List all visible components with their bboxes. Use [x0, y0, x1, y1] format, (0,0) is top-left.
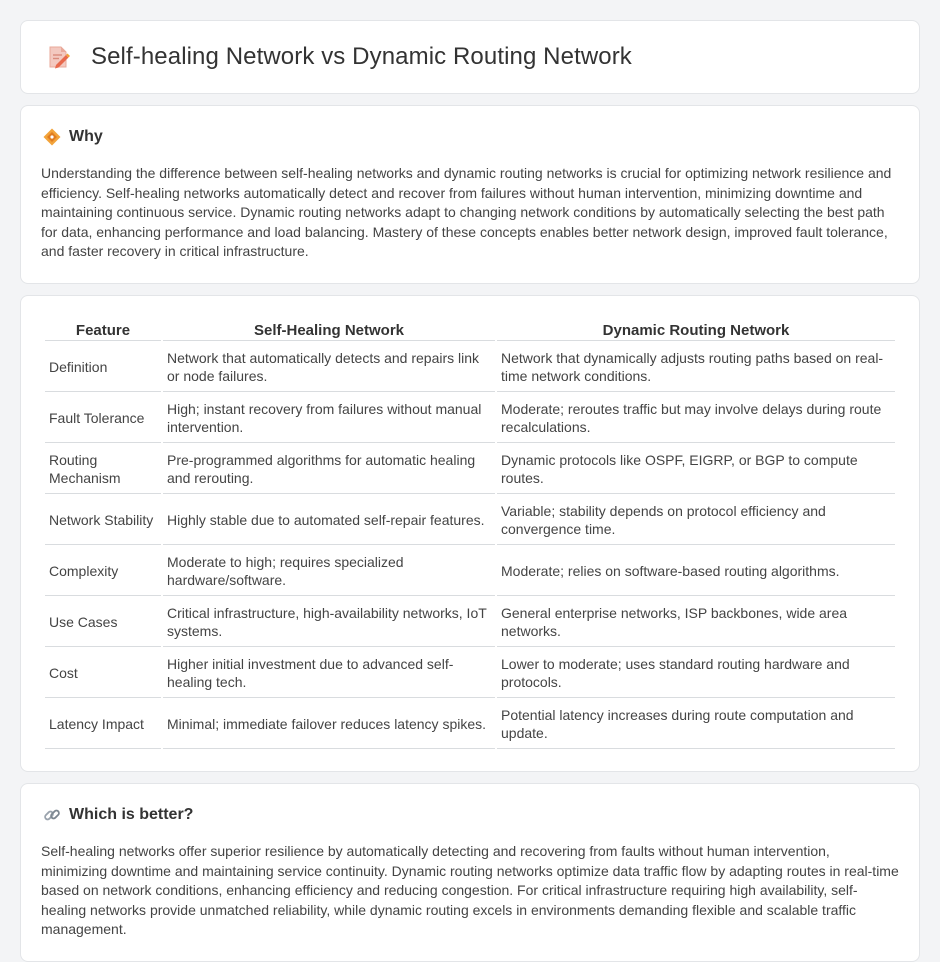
better-heading	[43, 806, 899, 824]
table-header-row	[45, 320, 895, 341]
row-feature: Latency Impact	[45, 700, 161, 749]
row-self-healing: Critical infrastructure, high-availability networks, IoT systems.	[163, 598, 495, 647]
header-feature: Feature	[45, 320, 161, 341]
row-dynamic-routing: Variable; stability depends on protocol efficiency and convergence time.	[497, 496, 895, 545]
table-row	[45, 445, 895, 494]
row-feature: Network Stability	[45, 496, 161, 545]
diamond-sign-icon	[43, 128, 61, 146]
table-row	[45, 343, 895, 392]
which-is-better-section	[20, 783, 920, 962]
title-card	[20, 20, 920, 94]
table-row	[45, 547, 895, 596]
row-dynamic-routing: General enterprise networks, ISP backbones, wide area networks.	[497, 598, 895, 647]
table-row	[45, 496, 895, 545]
row-self-healing: Minimal; immediate failover reduces latency spikes.	[163, 700, 495, 749]
table-row	[45, 700, 895, 749]
row-dynamic-routing: Potential latency increases during route computation and update.	[497, 700, 895, 749]
row-feature: Complexity	[45, 547, 161, 596]
comparison-table	[43, 318, 897, 751]
page-title: Self-healing Network vs Dynamic Routing Network	[91, 43, 632, 70]
header-self-healing: Self-Healing Network	[163, 320, 495, 341]
row-dynamic-routing: Lower to moderate; uses standard routing hardware and protocols.	[497, 649, 895, 698]
row-feature: Definition	[45, 343, 161, 392]
row-feature: Routing Mechanism	[45, 445, 161, 494]
why-section	[20, 105, 920, 284]
why-title: Why	[69, 128, 103, 145]
table-row	[45, 649, 895, 698]
row-self-healing: Higher initial investment due to advanced self-healing tech.	[163, 649, 495, 698]
better-title: Which is better?	[69, 806, 194, 823]
row-dynamic-routing: Moderate; reroutes traffic but may involve delays during route recalculations.	[497, 394, 895, 443]
row-self-healing: Highly stable due to automated self-repair features.	[163, 496, 495, 545]
row-feature: Cost	[45, 649, 161, 698]
table-row	[45, 394, 895, 443]
link-icon	[43, 806, 61, 824]
row-dynamic-routing: Moderate; relies on software-based routing algorithms.	[497, 547, 895, 596]
better-text: Self-healing networks offer superior resilience by automatically detecting and recovering from faults without human intervention, minimizing downtime and maintaining service continuity. Dynamic routing networks optimize data traffic flow by adapting routes in real-time based on network conditions, enhancing efficiency and reducing congestion. For critical infrastructure requiring high availability, self-healing networks provide unmatched reliability, while dynamic routing excels in environments demanding flexible and scalable traffic management.	[41, 843, 899, 938]
row-dynamic-routing: Dynamic protocols like OSPF, EIGRP, or BGP to compute routes.	[497, 445, 895, 494]
row-feature: Use Cases	[45, 598, 161, 647]
header-dynamic-routing: Dynamic Routing Network	[497, 320, 895, 341]
table-row	[45, 598, 895, 647]
why-text: Understanding the difference between self-healing networks and dynamic routing networks is crucial for optimizing network resilience and efficiency. Self-healing networks automatically detect and recover from failures without human intervention, minimizing downtime and maintaining continuous service. Dynamic routing networks adapt to changing network conditions by automatically selecting the best path for data, enhancing performance and load balancing. Mastery of these concepts enables better network design, improved fault tolerance, and faster recovery in critical infrastructure.	[41, 165, 892, 260]
row-self-healing: Network that automatically detects and repairs link or node failures.	[163, 343, 495, 392]
row-self-healing: High; instant recovery from failures without manual intervention.	[163, 394, 495, 443]
document-edit-icon	[45, 44, 71, 70]
row-dynamic-routing: Network that dynamically adjusts routing paths based on real-time network conditions.	[497, 343, 895, 392]
row-feature: Fault Tolerance	[45, 394, 161, 443]
row-self-healing: Pre-programmed algorithms for automatic healing and rerouting.	[163, 445, 495, 494]
why-heading	[43, 128, 899, 146]
comparison-table-card	[20, 295, 920, 772]
row-self-healing: Moderate to high; requires specialized hardware/software.	[163, 547, 495, 596]
